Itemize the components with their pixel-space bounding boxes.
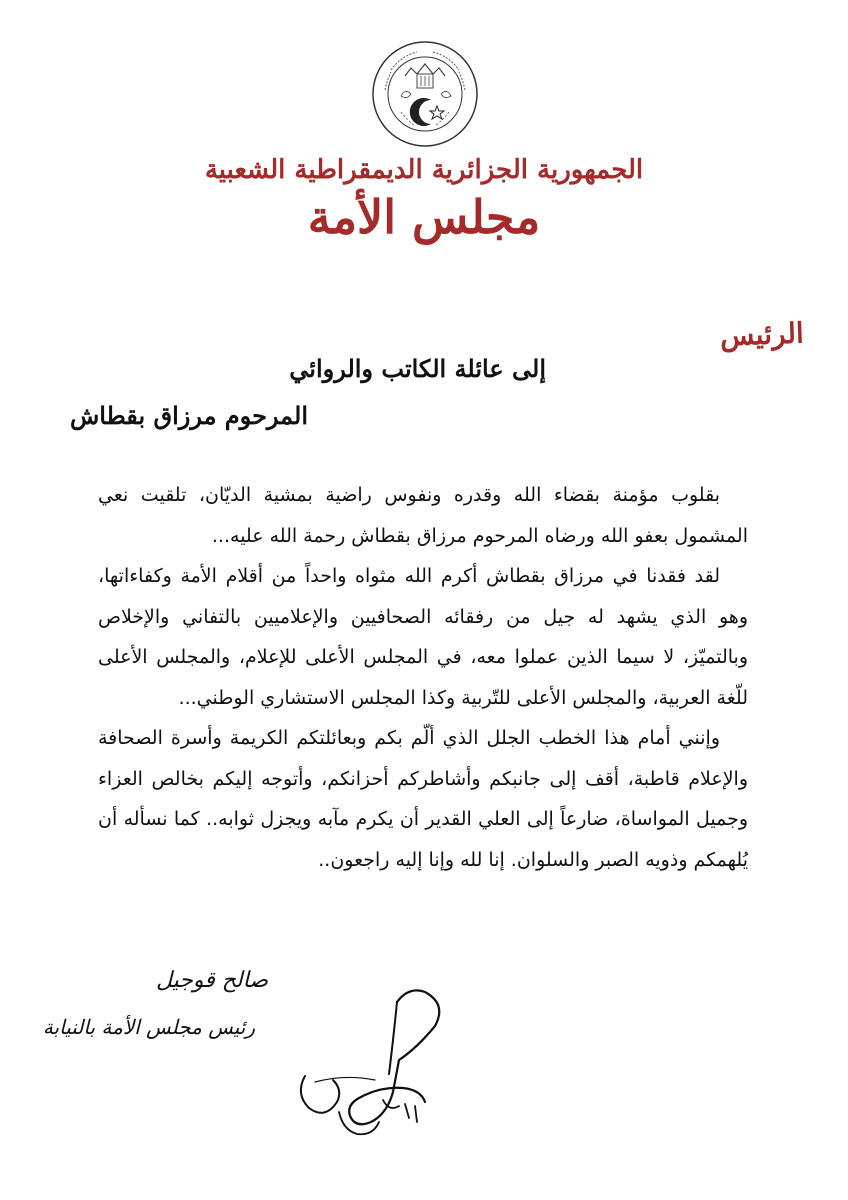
letter-body bbox=[98, 475, 748, 880]
body-paragraph-2: لقد فقدنا في مرزاق بقطاش أكرم الله مثواه واحداً من أقلام الأمة وكفاءاتها، وهو الذي يشهد له جيل من رفقائه الصحافيين والإعلاميين بالتفاني والإخلاص وبالتميّز، لا سيما الذين عملوا معه، في المجلس الأعلى للإعلام، والمجلس الأعلى للّغة العربية، والمجلس الأعلى للتّربية وكذا المجلس الاستشاري الوطني... bbox=[98, 565, 748, 709]
signer-name: صالح قوجيل bbox=[155, 968, 268, 993]
signer-title: رئيس مجلس الأمة بالنيابة bbox=[42, 1015, 255, 1039]
body-paragraph-1: بقلوب مؤمنة بقضاء الله وقدره ونفوس راضية بمشية الديّان، تلقيت نعي المشمول بعفو الله ورضاه المرحوم مرزاق بقطاش رحمة الله عليه... bbox=[98, 484, 748, 547]
president-mark: الرئيس bbox=[719, 316, 805, 353]
national-emblem-seal-icon bbox=[371, 40, 479, 148]
addressee-line-1: إلى عائلة الكاتب والروائي bbox=[289, 354, 546, 383]
body-paragraph-3: وإنني أمام هذا الخطب الجلل الذي ألّم بكم وبعائلتكم الكريمة وأسرة الصحافة والإعلام قاطبة، أقف إلى جانبكم وأشاطركم أحزانكم، وأتوجه إليكم بخالص العزاء وجميل المواساة، ضارعاً إلى العلي القدير أن يكرم مآبه ويجزل ثوابه.. كما نسأله أن يُلهمكم وذويه الصبر والسلوان. إنا لله وإنا إليه راجعون.. bbox=[98, 727, 748, 871]
letterhead-republic: الجمهورية الجزائرية الديمقراطية الشعبية bbox=[204, 155, 644, 185]
letterhead-council: مجلس الأمة bbox=[307, 190, 541, 244]
addressee-line-2: المرحوم مرزاق بقطاش bbox=[70, 401, 308, 430]
handwritten-signature-icon bbox=[285, 982, 455, 1147]
